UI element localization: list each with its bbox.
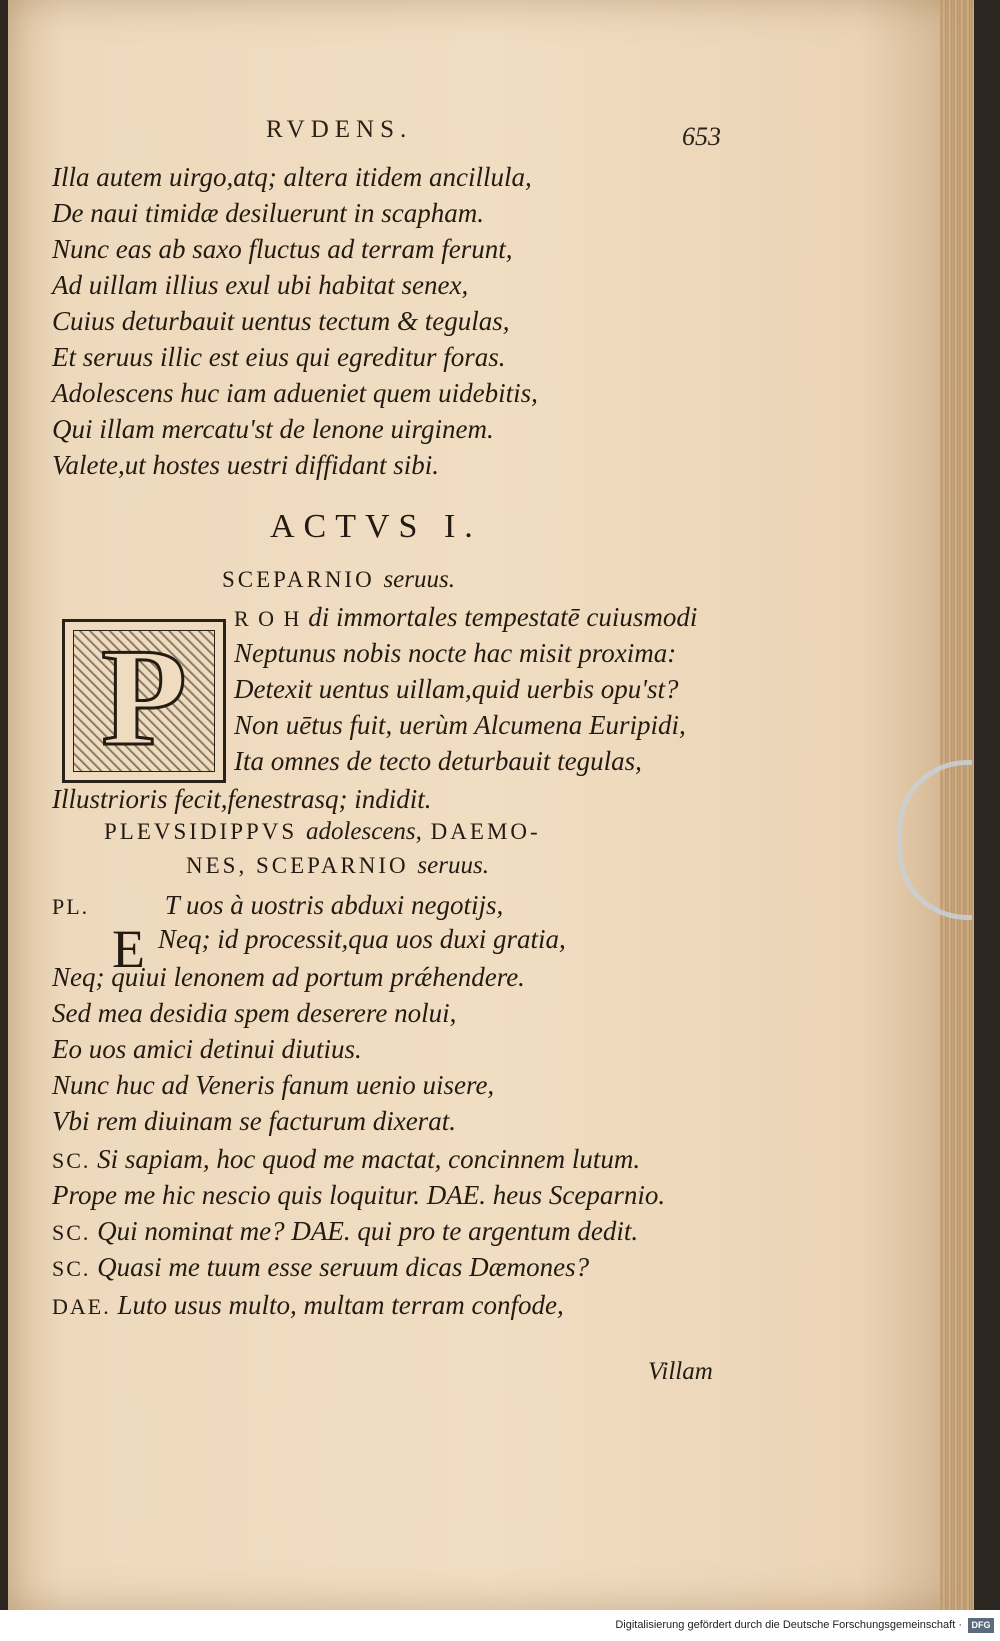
speaker-label: SC.	[52, 1220, 91, 1245]
dialogue-text: T uos à uostris abduxi negotijs,	[164, 890, 504, 920]
first-word-rest: R O H	[234, 606, 302, 631]
dialogue-line: Neq; quiui lenonem ad portum prǽhendere.	[52, 962, 525, 992]
prologue-line: Et seruus illic est eius qui egreditur foras.	[52, 342, 506, 372]
prologue-line: Qui illam mercatu'st de lenone uirginem.	[52, 414, 494, 444]
scene-heading-role: seruus.	[417, 852, 489, 879]
dfg-logo-icon: DFG	[968, 1618, 994, 1633]
scene-heading-name: NES,	[186, 853, 248, 878]
decorated-initial	[62, 619, 226, 783]
dialogue-line	[52, 1250, 589, 1286]
initial-letter: E	[112, 919, 145, 979]
prologue-line: Nunc eas ab saxo fluctus ad terram ferunt,	[52, 234, 513, 264]
catchword: Villam	[648, 1358, 713, 1385]
folio-number: 653	[682, 122, 721, 151]
dialogue-text: Qui nominat me? DAE. qui pro te argentum dedit.	[97, 1216, 639, 1246]
dialogue-line: Eo uos amici detinui diutius.	[52, 1034, 362, 1064]
dialogue-line: Neq; id processit,qua uos duxi gratia,	[158, 924, 566, 954]
scene-heading-name: SCEPARNIO	[222, 567, 375, 592]
scene1-line: Ita omnes de tecto deturbauit tegulas,	[234, 746, 642, 776]
scene1-line: Illustrioris fecit,fenestrasq; indidit.	[52, 784, 432, 814]
scene-heading-name: DAEMO-	[430, 819, 541, 844]
dialogue-line: Prope me hic nescio quis loquitur. DAE. heus Sceparnio.	[52, 1180, 666, 1210]
scene-heading-role: seruus.	[383, 566, 455, 593]
dialogue-text: Quasi me tuum esse seruum dicas Dæmones?	[97, 1252, 590, 1282]
dialogue-line	[52, 888, 503, 924]
dialogue-text: Luto usus multo, multam terram confode,	[117, 1290, 564, 1320]
scene1-line: Detexit uentus uillam,quid uerbis opu'st?	[234, 674, 679, 704]
speaker-label: PL.	[52, 894, 90, 919]
dialogue-text: Si sapiam, hoc quod me mactat, concinnem lutum.	[97, 1144, 641, 1174]
scene1-line: Neptunus nobis nocte hac misit proxima:	[234, 638, 677, 668]
speaker-label: DAE.	[52, 1294, 111, 1319]
scene1-line-text: di immortales tempestatē cuiusmodi	[308, 602, 698, 632]
scene1-line	[234, 600, 697, 636]
dialogue-line	[52, 1142, 640, 1178]
scene-heading-role: adolescens,	[305, 818, 422, 845]
page-clip	[897, 760, 972, 920]
book-page	[8, 0, 974, 1610]
speaker-label: SC.	[52, 1148, 91, 1173]
scene-heading	[222, 566, 455, 594]
act-title: ACTVS I.	[270, 508, 482, 545]
scene-heading	[104, 818, 541, 846]
dialogue-line	[52, 1288, 564, 1324]
prologue-line: De naui timidæ desiluerunt in scapham.	[52, 198, 484, 228]
prologue-line: Valete,ut hostes uestri diffidant sibi.	[52, 450, 439, 480]
speaker-label: SC.	[52, 1256, 91, 1281]
funding-notice: Digitalisierung gefördert durch die Deutsche Forschungsgemeinschaft ·	[615, 1619, 962, 1631]
scene-heading	[186, 852, 489, 880]
prologue-line: Adolescens huc iam adueniet quem uidebitis,	[52, 378, 538, 408]
prologue-line: Ad uillam illius exul ubi habitat senex,	[52, 270, 469, 300]
prologue-line: Illa autem uirgo,atq; altera itidem ancillula,	[52, 162, 532, 192]
scene-heading-name: PLEVSIDIPPVS	[104, 819, 298, 844]
dialogue-line: Sed mea desidia spem deserere nolui,	[52, 998, 457, 1028]
initial-letter: P	[101, 620, 187, 775]
dialogue-line: Vbi rem diuinam se facturum dixerat.	[52, 1106, 456, 1136]
dialogue-line: Nunc huc ad Veneris fanum uenio uisere,	[52, 1070, 495, 1100]
scene-heading-name: SCEPARNIO	[255, 853, 409, 878]
scene1-line: Non uētus fuit, uerùm Alcumena Euripidi,	[234, 710, 686, 740]
running-head: RVDENS.	[266, 116, 413, 143]
dialogue-line	[52, 1214, 638, 1250]
digitization-footer	[0, 1610, 1000, 1641]
prologue-line: Cuius deturbauit uentus tectum & tegulas,	[52, 306, 510, 336]
